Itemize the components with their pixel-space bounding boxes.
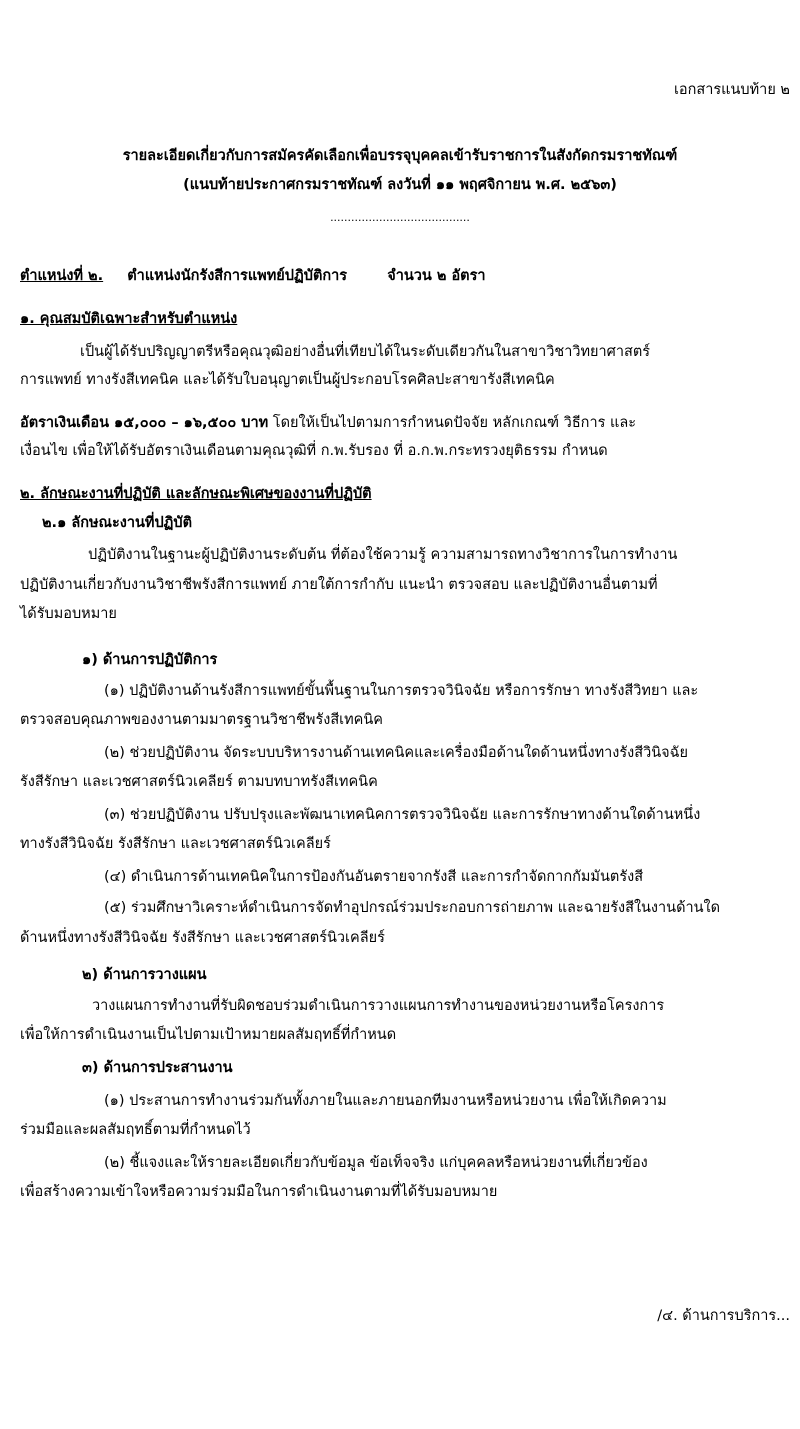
salary-line1 [20, 411, 636, 435]
section1-heading: ๑. คุณสมบัติเฉพาะสำหรับตำแหน่ง [20, 311, 238, 327]
operations-item4: (๔) ดำเนินการด้านเทคนิคในการป้องกันอันตรายจากรังสี และการกำจัดกากกัมมันตรังสี [104, 869, 644, 885]
position-line [20, 264, 486, 288]
coordination-item1-line1: (๑) ประสานการทำงานร่วมกันทั้งภายในและภายนอกทีมงานหรือหน่วยงาน เพื่อให้เกิดความ [104, 1093, 667, 1109]
operations-item2-line1: (๒) ช่วยปฏิบัติงาน จัดระบบบริหารงานด้านเทคนิคและเครื่องมือด้านใดด้านหนึ่งทางรังสีวินิจฉัย [104, 745, 689, 761]
operations-item3-line1: (๓) ช่วยปฏิบัติงาน ปรับปรุงและพัฒนาเทคนิคการตรวจวินิจฉัย และการรักษาทางด้านใดด้านหนึ่ง [104, 807, 701, 823]
operations-item5-line2: ด้านหนึ่งทางรังสีวินิจฉัย รังสีรักษา และเวชศาสตร์นิวเคลียร์ [20, 930, 385, 946]
section2-heading: ๒. ลักษณะงานที่ปฏิบัติ และลักษณะพิเศษของงานที่ปฏิบัติ [20, 486, 372, 502]
planning-text-line1: วางแผนการทำงานที่รับผิดชอบร่วมดำเนินการวางแผนการทำงานของหน่วยงานหรือโครงการ [92, 998, 665, 1014]
document-subtitle: (แนบท้ายประกาศกรมราชทัณฑ์ ลงวันที่ ๑๑ พฤศจิกายน พ.ศ. ๒๕๖๓) [183, 177, 617, 193]
section1-text-line1: เป็นผู้ได้รับปริญญาตรีหรือคุณวุฒิอย่างอื่นที่เทียบได้ในระดับเดียวกันในสาขาวิชาวิทยาศาสตร์ [80, 344, 651, 360]
operations-heading: ๑) ด้านการปฏิบัติการ [82, 652, 218, 668]
operations-item1-line2: ตรวจสอบคุณภาพของงานตามมาตรฐานวิชาชีพรังสีเทคนิค [20, 712, 383, 728]
position-name: ตำแหน่งนักรังสีการแพทย์ปฏิบัติการ [127, 268, 348, 284]
position-quota: จำนวน ๒ อัตรา [387, 268, 486, 284]
section2-1-intro-line1: ปฏิบัติงานในฐานะผู้ปฏิบัติงานระดับต้น ที่ต้องใช้ความรู้ ความสามารถทางวิชาการในการทำงาน [88, 547, 678, 563]
planning-heading: ๒) ด้านการวางแผน [82, 967, 207, 983]
operations-item1-line1: (๑) ปฏิบัติงานด้านรังสีการแพทย์ขั้นพื้นฐานในการตรวจวินิจฉัย หรือการรักษา ทางรังสีวิทยา และ [104, 683, 699, 699]
operations-item2-line2: รังสีรักษา และเวชศาสตร์นิวเคลียร์ ตามบทบาทรังสีเทคนิค [20, 774, 378, 790]
coordination-item1-line2: ร่วมมือและผลสัมฤทธิ์ตามที่กำหนดไว้ [20, 1122, 251, 1138]
operations-item5-line1: (๕) ร่วมศึกษาวิเคราะห์ดำเนินการจัดทำอุปกรณ์ร่วมประกอบการถ่ายภาพ และฉายรังสีในงานด้านใด [104, 900, 721, 916]
section1-text-line2: การแพทย์ ทางรังสีเทคนิค และได้รับใบอนุญาตเป็นผู้ประกอบโรคศิลปะสาขารังสีเทคนิค [20, 372, 555, 388]
section2-1-intro-line3: ได้รับมอบหมาย [20, 606, 117, 622]
operations-item3-line2: ทางรังสีวินิจฉัย รังสีรักษา และเวชศาสตร์นิวเคลียร์ [20, 836, 331, 852]
planning-text-line2: เพื่อให้การดำเนินงานเป็นไปตามเป้าหมายผลสัมฤทธิ์ที่กำหนด [20, 1027, 397, 1043]
coordination-heading: ๓) ด้านการประสานงาน [82, 1060, 233, 1076]
document-title: รายละเอียดเกี่ยวกับการสมัครคัดเลือกเพื่อบรรจุบุคคลเข้ารับราชการในสังกัดกรมราชทัณฑ์ [122, 148, 678, 164]
salary-amount: อัตราเงินเดือน ๑๕,๐๐๐ – ๑๖,๕๐๐ บาท [20, 415, 269, 431]
coordination-item2-line1: (๒) ชี้แจงและให้รายละเอียดเกี่ยวกับข้อมูล ข้อเท็จจริง แก่บุคคลหรือหน่วยงานที่เกี่ยวข้อง [104, 1155, 648, 1171]
position-number: ตำแหน่งที่ ๒. [20, 268, 104, 284]
section2-1-heading: ๒.๑ ลักษณะงานที่ปฏิบัติ [42, 515, 193, 531]
coordination-item2-line2: เพื่อสร้างความเข้าใจหรือความร่วมมือในการดำเนินงานตามที่ได้รับมอบหมาย [20, 1184, 498, 1200]
annex-label: เอกสารแนบท้าย ๒ [673, 82, 790, 98]
continuation-marker: /๔. ด้านการบริการ... [657, 1308, 790, 1324]
salary-line2: เงื่อนไข เพื่อให้ได้รับอัตราเงินเดือนตามคุณวุฒิที่ ก.พ.รับรอง ที่ อ.ก.พ.กระทรวงยุติธรรม กำหนด [20, 443, 608, 459]
section2-1-intro-line2: ปฏิบัติงานเกี่ยวกับงานวิชาชีพรังสีการแพทย์ ภายใต้การกำกับ แนะนำ ตรวจสอบ และปฏิบัติงานอื่นตามที่ [20, 577, 658, 593]
salary-condition: โดยให้เป็นไปตามการกำหนดปัจจัย หลักเกณฑ์ วิธีการ และ [268, 415, 637, 431]
title-separator: ........................................ [330, 211, 470, 224]
